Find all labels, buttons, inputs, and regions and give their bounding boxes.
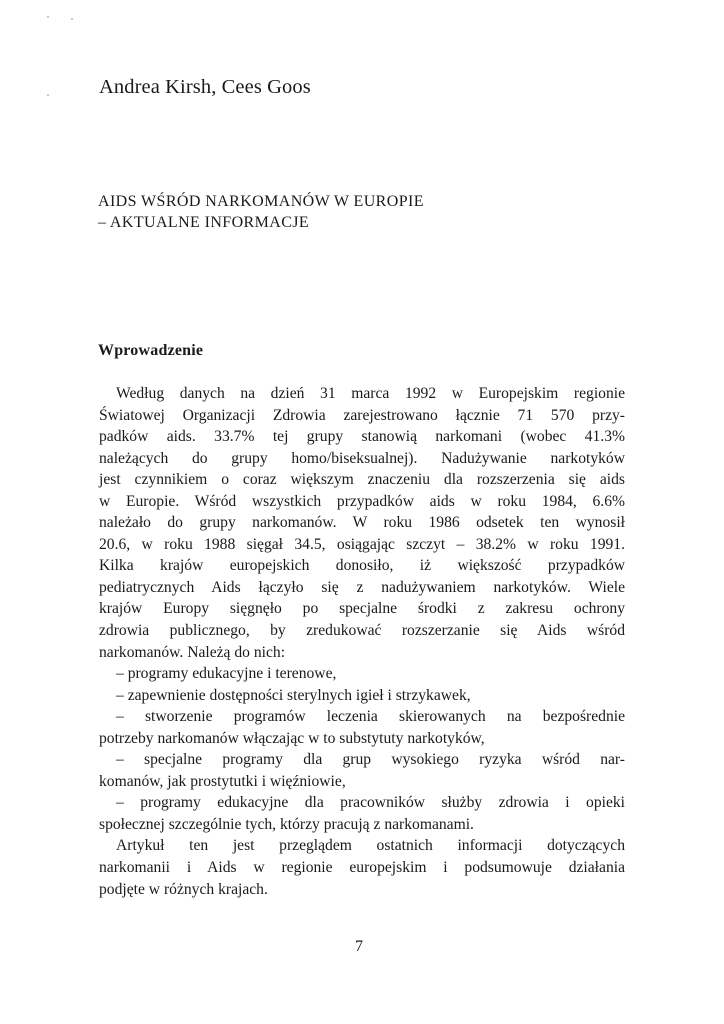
scan-mark <box>47 16 49 18</box>
body-text <box>99 383 625 900</box>
body-line: padków aids. 33.7% tej grupy stanowią narkomani (wobec 41.3% <box>99 428 625 446</box>
body-line: Światowej Organizacji Zdrowia zarejestrowano łącznie 71 570 przy- <box>99 406 625 424</box>
page-number: 7 <box>355 938 363 955</box>
body-line: należących do grupy homo/biseksualnej). Nadużywanie narkotyków <box>99 449 625 467</box>
list-item: – programy edukacyjne i terenowe, <box>116 665 337 683</box>
body-line: podjęte w różnych krajach. <box>99 880 268 898</box>
scan-mark <box>71 18 73 20</box>
body-line: jest czynnikiem o coraz większym znaczeniu dla rozszerzenia się aids <box>99 471 625 489</box>
body-line: Według danych na dzień 31 marca 1992 w Europejskim regionie <box>116 385 625 402</box>
section-heading: Wprowadzenie <box>98 342 204 359</box>
body-line: zdrowia publicznego, by zredukować rozszerzanie się Aids wśród <box>99 622 625 640</box>
body-line: Kilka krajów europejskich donosiło, iż większość przypadków <box>99 557 625 575</box>
list-item: – programy edukacyjne dla pracowników służby zdrowia i opieki <box>116 794 625 812</box>
scan-mark <box>47 94 49 96</box>
article-title <box>98 191 424 233</box>
article-title-line-2: – AKTUALNE INFORMACJE <box>98 214 310 231</box>
body-line: Artykuł ten jest przeglądem ostatnich informacji dotyczących <box>116 837 625 855</box>
authors: Andrea Kirsh, Cees Goos <box>99 76 311 98</box>
list-item: – zapewnienie dostępności sterylnych igieł i strzykawek, <box>116 686 471 704</box>
body-line: w Europie. Wśród wszystkich przypadków aids w roku 1984, 6.6% <box>99 492 625 510</box>
list-item-continuation: społecznej szczególnie tych, którzy pracują z narkomanami. <box>99 815 474 833</box>
body-line: należało do grupy narkomanów. W roku 1986 odsetek ten wynosił <box>99 514 625 532</box>
body-line: krajów Europy sięgnęło po specjalne środki z zakresu ochrony <box>99 600 625 618</box>
body-line: narkomanii i Aids w regionie europejskim i podsumowuje działania <box>99 859 625 877</box>
list-item: – specjalne programy dla grup wysokiego ryzyka wśród nar- <box>116 751 625 769</box>
list-item-continuation: komanów, jak prostytutki i więźniowie, <box>99 772 346 790</box>
article-title-line-1: AIDS WŚRÓD NARKOMANÓW W EUROPIE <box>98 193 424 210</box>
list-item-continuation: potrzeby narkomanów włączając w to substytuty narkotyków, <box>99 729 485 747</box>
body-line: pediatrycznych Aids łączyło się z nadużywaniem narkotyków. Wiele <box>99 578 625 596</box>
body-line: 20.6, w roku 1988 sięgał 34.5, osiągając szczyt – 38.2% w roku 1991. <box>99 535 625 553</box>
body-line: narkomanów. Należą do nich: <box>99 643 286 661</box>
list-item: – stworzenie programów leczenia skierowanych na bezpośrednie <box>116 708 625 726</box>
